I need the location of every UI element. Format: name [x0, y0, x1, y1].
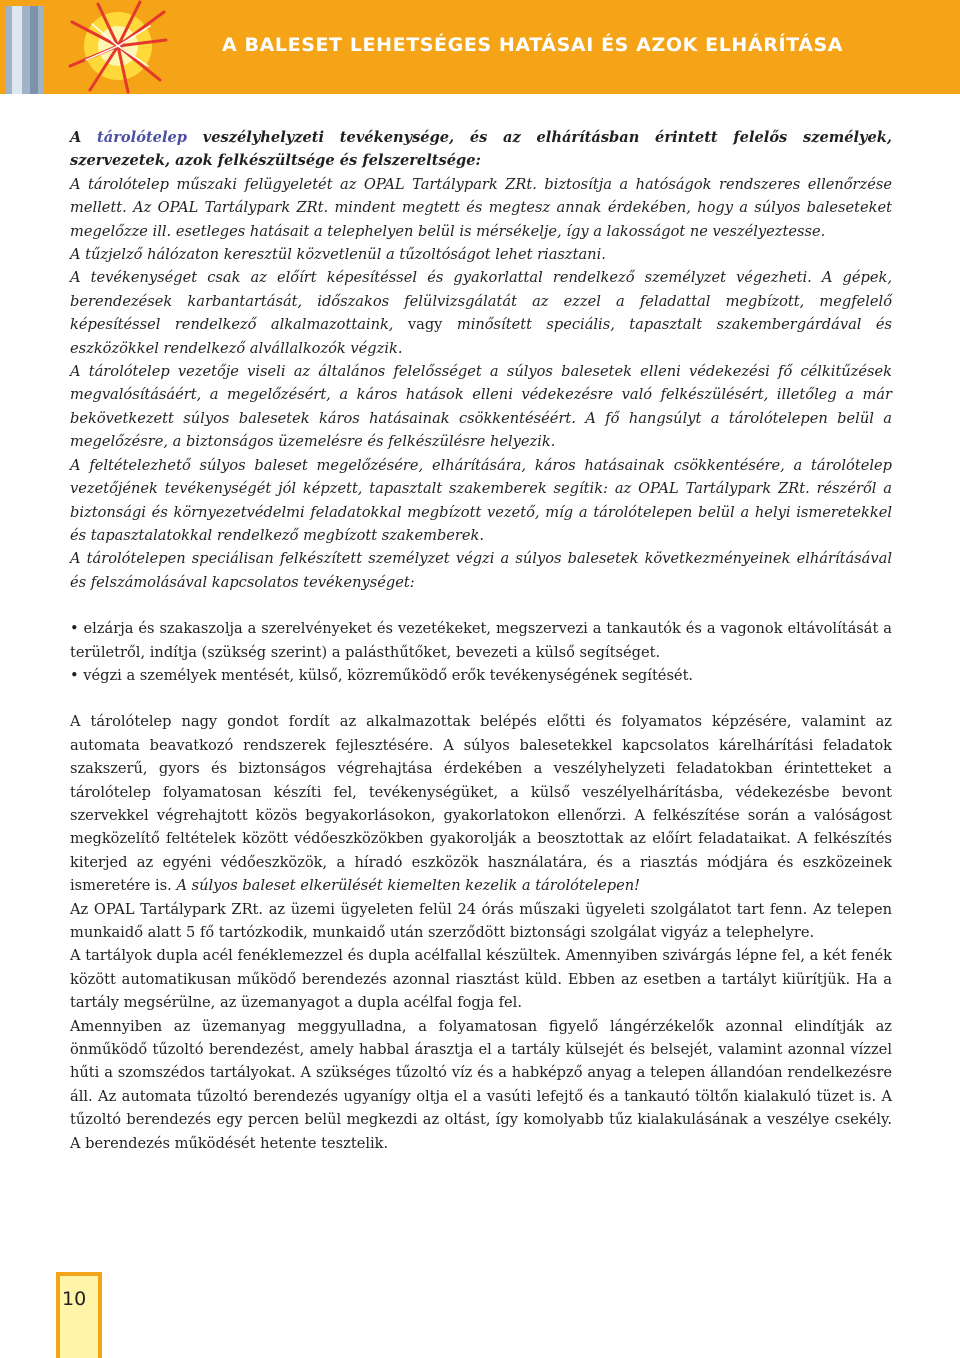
paragraph: Amennyiben az üzemanyag meggyulladna, a folyamatosan figyelő lángérzékelők azonnal elindítják az önműködő tűzoltó berendezést, amely habbal árasztja el a tartály külsejét és belsejét, valamint azonnal vízzel hűti a szomszédos tartályokat. A szükséges tűzoltó víz és a habképző anyag a telepen állandóan rendelkezésre áll. Az automata tűzoltó berendezés ugyanígy oltja el a vasúti lefejtő és a tankautó töltőn kialakuló tüzet is. A tűzoltó berendezés egy percen belül megkezdi az oltást, így komolyabb tűz kialakulásának a veszélye csekély. A berendezés működését hetente tesztelik. — [70, 1017, 892, 1152]
heading-suffix: veszélyhelyzeti tevékenysége, és az elhárításban érintett felelős személyek, szervezetek, azok felkészültsége és felszereltsége: — [70, 129, 892, 170]
page-title: A BALESET LEHETSÉGES HATÁSAI ÉS AZOK ELHÁRÍTÁSA — [222, 34, 844, 56]
paragraph — [70, 710, 892, 897]
document-body — [70, 126, 892, 1155]
paragraph: A tárolótelep műszaki felügyeletét az OPAL Tartálypark ZRt. biztosítja a hatóságok rendszeres ellenőrzése mellett. Az OPAL Tartálypark ZRt. mindent megtett és megtesz annak érdekében, hogy a súlyos baleseteket megelőzze ill. esetleges hatásait a telephelyen belül is mérsékelje, így a lakosságot ne veszélyeztesse. — [70, 175, 892, 240]
list-item: • végzi a személyek mentését, külső, közreműködő erők tevékenységének segítését. — [70, 666, 694, 684]
spacer — [70, 687, 892, 710]
heading-link-term: tárolótelep — [97, 129, 188, 146]
paragraph: A tartályok dupla acél fenéklemezzel és dupla acélfallal készültek. Amennyiben szivárgás lépne fel, a két fenék között automatikusan működő berendezés azonnal riasztást küld. Ebben az esetben a tartályt kiürítjük. Ha a tartály megsérülne, az üzemanyagot a dupla acélfal fogja fel. — [70, 947, 892, 1012]
paragraph-text: A tevékenységet csak az előírt képesítéssel és gyakorlattal rendelkező személyzet végezheti. A gépek, berendezések karbantartását, időszakos felülvizsgálatát az ezzel a feladattal megbízott, megfelelő képesítéssel rendelkező alkalmazottaink, — [70, 269, 892, 334]
fire-explosion-icon — [0, 0, 168, 94]
page-number: 10 — [62, 1288, 87, 1310]
paragraph-text: vagy — [407, 316, 443, 334]
paragraph-text: A tárolótelep nagy gondot fordít az alkalmazottak belépés előtti és folyamatos képzésére, valamint az automata beavatkozó rendszerek fejlesztésére. A súlyos balesetekkel kapcsolatos kárelhárítási feladatok szakszerű, gyors és biztonságos végrehajtása érdekében a veszélyhelyzeti feladatokban érintetteket a tárolótelep folyamatosan készíti fel, tevékenységüket, a külső veszélyelhárításba, védekezésbe bevont szervekkel végrehajtott közös begyakorlásokon, gyakorlatokon ellenőrzi. A felkészítése során a valóságost megközelítő feltételek között védőeszközökben gyakorolják a beosztottak az előírt feladataikat. A felkészítés kiterjed az egyéni védőeszközök, a híradó eszközök használatára, és a riasztás módjára és eszközeinek ismeretére is. — [70, 713, 892, 895]
header-band — [0, 0, 960, 94]
paragraph — [70, 266, 892, 360]
bullet-list — [70, 617, 892, 687]
section-heading — [70, 126, 892, 173]
paragraph: A tűzjelző hálózaton keresztül közvetlenül a tűzoltóságot lehet riasztani. — [70, 246, 606, 264]
list-item: • elzárja és szakaszolja a szerelvényeket és vezetékeket, megszervezi a tankautók és a vagonok eltávolítását a területről, indítja (szükség szerint) a palásthűtőket, bevezeti a külső segítséget. — [70, 620, 892, 661]
paragraph-emphasis: A súlyos baleset elkerülését kiemelten kezelik a tárolótelepen! — [176, 877, 641, 895]
paragraph: A tárolótelepen speciálisan felkészített személyzet végzi a súlyos balesetek következményeinek elhárításával és felszámolásával kapcsolatos tevékenységet: — [70, 550, 892, 591]
heading-prefix: A — [70, 129, 98, 146]
spacer — [70, 594, 892, 617]
paragraph: A tárolótelep vezetője viseli az általános felelősséget a súlyos balesetek elleni védekezési fő célkitűzések megvalósításáért, a megelőzésért, a káros hatások elleni védekezésre való felkészülésért, illetőleg a már bekövetkezett súlyos balesetek káros hatásainak csökkentéséért. A fő hangsúlyt a tárolótelepen belül a megelőzésre, a biztonságos üzemelésre és felkészülésre helyezik. — [70, 363, 892, 451]
paragraph: A feltételezhető súlyos baleset megelőzésére, elhárítására, káros hatásainak csökkentésére, a tárolótelep vezetőjének tevékenységét jól képzett, tapasztalt szakemberek segítik: az OPAL Tartálypark ZRt. részéről a biztonsági és környezetvédelmi feladatokkal megbízott vezető, míg a tárolótelepen belül a helyi ismeretekkel és tapasztalatokkal rendelkező megbízott szakemberek. — [70, 456, 892, 544]
paragraph: Az OPAL Tartálypark ZRt. az üzemi ügyeleten felül 24 órás műszaki ügyeleti szolgálatot tart fenn. Az telepen munkaidő alatt 5 fő tartózkodik, munkaidő után szerződött biztonsági szolgálat vigyáz a telephelyre. — [70, 900, 892, 941]
paragraph-text: minősített speciális, tapasztalt szakembergárdával és eszközökkel rendelkező alvállalkozók végzik. — [70, 316, 892, 357]
